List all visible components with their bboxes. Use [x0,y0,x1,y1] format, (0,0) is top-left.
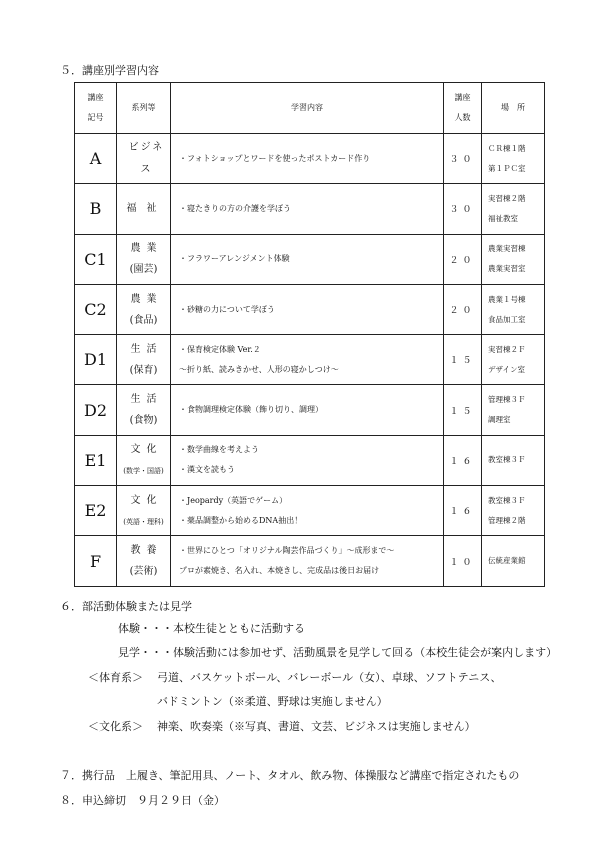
content-line: ・フラワーアレンジメント体験 [179,254,290,264]
course-content [171,435,444,485]
section-5-heading: ５．講座別学習内容 [60,64,159,77]
series-name: 教養 [130,545,163,557]
location-line: 農業実習棟 [488,244,526,254]
course-capacity: ２０ [444,234,482,284]
series-subject: (数学・国語) [123,467,164,476]
course-series [117,335,171,385]
course-series [117,184,171,234]
header-count-line1: 講座 [454,93,471,102]
course-content [171,134,444,184]
content-line: ・世界にひとつ「オリジナル陶芸作品づくり」〜成形まで〜 [179,546,395,556]
course-capacity: １５ [444,335,482,385]
course-location [482,435,545,485]
location-line: 実習棟２階 [488,193,526,203]
series-name: 農業 [130,243,163,255]
table-header-row [75,83,545,134]
section-6-heading: ６．部活動体験または見学 [60,600,192,613]
location-line: 実習棟２Ｆ [488,344,526,354]
table-row [75,536,545,586]
location-line: 教室棟３Ｆ [488,455,526,465]
content-line: ・漢文を読もう [179,465,235,475]
content-line: ・薬品調整から始めるDNA抽出！ [179,515,303,525]
content-line: ・食物調理検定体験（飾り切り、調理） [179,405,323,415]
content-line: ・保育検定体験 Ver.２ [179,344,261,354]
series-subject: (英語・理科) [123,517,164,526]
course-capacity: ３０ [444,184,482,234]
table-row [75,134,545,184]
series-subject: (保育) [129,364,158,376]
culture-label: ＜文化系＞ [88,720,143,733]
course-code: D1 [75,335,117,385]
course-location [482,134,545,184]
course-location [482,536,545,586]
course-code: C2 [75,284,117,334]
content-line: ・Jeopardy（英語でゲーム） [179,495,288,505]
location-line: 調理室 [488,415,511,425]
course-content [171,486,444,536]
course-content [171,536,444,586]
series-subject: (園芸) [129,264,158,276]
course-code: D2 [75,385,117,435]
content-line: ・砂糖の力について学ぼう [179,304,275,314]
header-code [75,83,117,134]
culture-line: 神楽、吹奏楽（※写真、書道、文芸、ビジネスは実施しません） [157,720,476,733]
course-series [117,284,171,334]
course-series [117,134,171,184]
location-line: 教室棟３Ｆ [488,495,526,505]
course-code: F [75,536,117,586]
series-name: 生活 [130,394,163,406]
course-content [171,284,444,334]
location-line: 管理棟３Ｆ [488,395,526,405]
series-name: 文化 [130,494,163,506]
location-line: 農業実習室 [488,264,526,274]
course-series [117,486,171,536]
header-content: 学習内容 [171,83,444,134]
course-location [482,486,545,536]
series-name: 農業 [130,293,163,305]
table-row [75,184,545,234]
table-row [75,335,545,385]
course-content [171,184,444,234]
course-series [117,385,171,435]
content-line: ・寝たきりの方の介護を学ぼう [179,203,291,213]
header-series: 系列等 [117,83,171,134]
table-row [75,385,545,435]
course-code: E2 [75,486,117,536]
location-line: 農業１号棟 [488,294,526,304]
course-code: C1 [75,234,117,284]
content-line: ・フォトショップとワードを使ったポストカード作り [179,153,371,163]
course-code: E1 [75,435,117,485]
course-location [482,284,545,334]
course-content [171,385,444,435]
section-8-line: ８．申込締切 ９月２９日（金） [60,794,225,807]
content-line: プロが素焼き、名入れ、本焼きし、完成品は後日お届け [179,566,380,576]
location-line: デザイン室 [488,364,525,374]
section-7-line: ７．携行品 上履き、筆記用具、ノート、タオル、飲み物、体操服など講座で指定されたもの [60,769,520,782]
series-name: 福祉 [126,202,167,214]
location-line: ＣＲ棟１階 [488,143,526,153]
series-subject: (食物) [129,415,158,427]
course-capacity: １０ [444,536,482,586]
content-line: 〜折り紙、読みきかせ、人形の寝かしつけ〜 [179,364,339,374]
header-place: 場 所 [482,83,545,134]
table-row [75,284,545,334]
location-line: 福祉教室 [488,213,518,223]
course-series [117,536,171,586]
course-capacity: １５ [444,385,482,435]
course-location [482,184,545,234]
course-content [171,335,444,385]
header-count-line2: 人数 [454,113,471,122]
series-subject: (食品) [129,314,158,326]
series-name: 生活 [130,343,163,355]
course-series [117,435,171,485]
series-name: 文化 [130,444,163,456]
course-location [482,234,545,284]
course-capacity: １６ [444,486,482,536]
table-row [75,234,545,284]
course-capacity: ２０ [444,284,482,334]
course-content [171,234,444,284]
course-capacity: ３０ [444,134,482,184]
course-series [117,234,171,284]
taiken-line: 体験・・・本校生徒とともに活動する [118,622,305,635]
header-code-line2: 記号 [87,113,104,122]
course-table [74,82,545,587]
content-line: ・数学曲線を考えよう [179,445,259,455]
header-count [444,83,482,134]
table-row [75,435,545,485]
sports-label: ＜体育系＞ [88,671,143,684]
course-capacity: １６ [444,435,482,485]
location-line: 食品加工室 [488,314,526,324]
course-code: A [75,134,117,184]
kengaku-line: 見学・・・体験活動には参加せず、活動風景を見学して回る（本校生徒会が案内します） [118,646,558,659]
course-code: B [75,184,117,234]
location-line: 伝統産業館 [488,556,526,566]
location-line: 管理棟２階 [488,515,526,525]
header-code-line1: 講座 [87,93,104,102]
series-subject: (芸術) [129,566,158,578]
course-location [482,335,545,385]
table-row [75,486,545,536]
sports-line-1: 弓道、バスケットボール、バレーボール（女）、卓球、ソフトテニス、 [157,671,502,684]
course-location [482,385,545,435]
location-line: 第１ＰＣ室 [488,163,526,173]
series-name: ビジネス [128,141,165,175]
sports-line-2: バドミントン（※柔道、野球は実施しません） [157,695,388,708]
